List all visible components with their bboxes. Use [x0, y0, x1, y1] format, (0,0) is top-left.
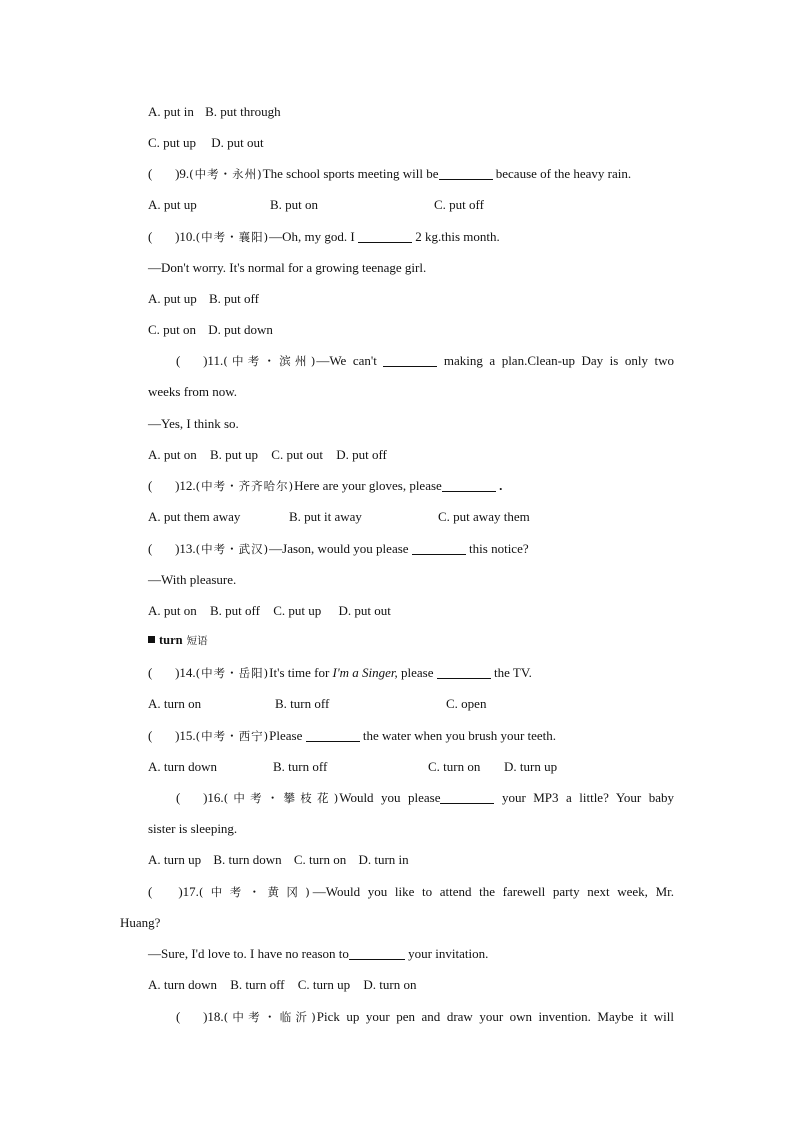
option: A. put on — [148, 447, 197, 462]
question-number: 13. — [179, 541, 196, 556]
option: B. put it away — [289, 509, 362, 524]
option: B. put off — [209, 291, 259, 306]
answer-bracket: ( ) — [148, 728, 180, 743]
option: C. put on — [148, 322, 197, 337]
question-text: Please — [269, 728, 306, 743]
question-number: 17. — [182, 884, 199, 899]
question-text: The school sports meeting will be — [262, 166, 439, 181]
option: B. put on — [270, 197, 319, 212]
answer-blank — [306, 728, 360, 742]
question-18: ( )18.(中考・临沂)Pick up your pen and draw your own invention. Maybe it will — [176, 1009, 675, 1024]
question-number: 15. — [179, 728, 196, 743]
option: C. put off — [434, 197, 484, 212]
show-title: I'm a Singer, — [332, 665, 398, 680]
section-header — [148, 631, 674, 650]
question-text: —Sure, I'd love to. I have no reason to — [148, 946, 349, 961]
answer-blank — [383, 353, 437, 367]
question-number: 9. — [179, 166, 190, 181]
option: B. turn down — [213, 852, 282, 867]
question-source: 中考・滨州 — [228, 354, 311, 368]
answer-bracket: ( ) — [148, 541, 180, 556]
option: D. turn up — [504, 759, 558, 774]
question-16: ( )16.(中考・攀枝花)Would you please your MP3 a little? Your baby — [176, 790, 674, 805]
option: D. put out — [338, 603, 391, 618]
question-text-continued: sister is sleeping. — [148, 821, 238, 836]
option: C. turn on — [428, 759, 481, 774]
options-line — [148, 758, 674, 776]
answer-blank — [349, 946, 405, 960]
question-9: ( )9.(中考・永州)The school sports meeting will be because of the heavy rain. — [148, 166, 632, 181]
question-text: your MP3 a little? Your baby — [494, 790, 674, 805]
answer-blank — [442, 478, 496, 492]
question-text: —Oh, my god. I — [269, 229, 359, 244]
option: C. put up — [273, 603, 322, 618]
question-text-continued: weeks from now. — [148, 384, 238, 399]
question-text: because of the heavy rain. — [492, 166, 632, 181]
options-line — [148, 851, 674, 869]
question-10: ( )10.(中考・襄阳)—Oh, my god. I 2 kg.this month. — [148, 229, 500, 244]
question-text: 2 kg.this month. — [412, 229, 500, 244]
option: C. turn up — [297, 977, 351, 992]
dialogue-line: —Don't worry. It's normal for a growing teenage girl. — [148, 260, 427, 275]
option: B. turn off — [275, 696, 330, 711]
section-word: turn — [159, 633, 183, 647]
option: D. put down — [208, 322, 273, 337]
option: A. turn down — [148, 977, 217, 992]
option: C. turn on — [293, 852, 347, 867]
option: D. turn in — [358, 852, 409, 867]
question-text: your invitation. — [404, 946, 489, 961]
options-line — [148, 290, 674, 308]
options-line — [148, 508, 674, 526]
answer-bracket: ( ) — [148, 478, 180, 493]
option: D. put off — [336, 447, 387, 462]
option: D. turn on — [363, 977, 417, 992]
question-number: 12. — [179, 478, 196, 493]
question-source: 中考・武汉 — [201, 542, 264, 556]
question-text: making a plan.Clean-up Day is only two — [437, 353, 675, 368]
option: D. put out — [211, 135, 264, 150]
option: B. put up — [210, 447, 259, 462]
option: A. put on — [148, 603, 197, 618]
question-text: . — [495, 478, 503, 493]
question-source: 中考・临沂 — [229, 1010, 312, 1024]
answer-blank — [437, 665, 491, 679]
section-label: 短语 — [186, 635, 208, 647]
option: B. turn off — [230, 977, 285, 992]
question-number: 14. — [179, 665, 196, 680]
question-source: 中考・齐齐哈尔 — [201, 479, 289, 493]
option: B. put through — [205, 104, 281, 119]
question-text: the TV. — [490, 665, 532, 680]
options-line — [148, 134, 674, 152]
option: A. put them away — [148, 509, 241, 524]
options-line — [148, 103, 674, 121]
answer-bracket: ( ) — [148, 229, 180, 244]
question-text: —We can't — [316, 353, 384, 368]
question-number: 16. — [207, 790, 224, 805]
answer-bracket: ( ) — [148, 166, 180, 181]
option: A. put up — [148, 197, 197, 212]
answer-bracket: ( ) — [176, 353, 208, 368]
question-source: 中考・黄冈 — [206, 885, 306, 899]
answer-blank — [358, 229, 412, 243]
question-17: ( )17.(中考・黄冈)—Would you like to attend the farewell party next week, Mr. — [148, 884, 674, 899]
question-source: 中考・西宁 — [201, 729, 264, 743]
question-text-continued: Huang? — [120, 915, 161, 930]
option: A. turn down — [148, 759, 217, 774]
question-text: —Would you like to attend the farewell party next week, Mr. — [312, 884, 674, 899]
option: B. turn off — [273, 759, 328, 774]
options-line — [148, 196, 674, 214]
dialogue-line: —With pleasure. — [148, 572, 237, 587]
question-text: It's time for — [269, 665, 333, 680]
answer-blank — [440, 790, 494, 804]
dialogue-line — [148, 945, 674, 963]
question-text: Pick up your pen and draw your own invention. Maybe it will — [316, 1009, 675, 1024]
options-line — [148, 976, 674, 994]
question-13: ( )13.(中考・武汉)—Jason, would you please this notice? — [148, 541, 529, 556]
question-number: 18. — [207, 1009, 224, 1024]
answer-blank — [412, 541, 466, 555]
question-source: 中考・永州 — [194, 167, 258, 181]
answer-blank — [439, 166, 493, 180]
question-number: 10. — [179, 229, 196, 244]
option: C. put out — [271, 447, 323, 462]
option: A. turn up — [148, 852, 202, 867]
question-text: Here are your gloves, please — [294, 478, 442, 493]
question-text: please — [397, 665, 437, 680]
question-source: 中考・岳阳 — [201, 666, 264, 680]
question-text: —Jason, would you please — [269, 541, 412, 556]
question-number: 11. — [207, 353, 224, 368]
question-15: ( )15.(中考・西宁)Please the water when you brush your teeth. — [148, 728, 557, 743]
option: A. turn on — [148, 696, 202, 711]
question-text: this notice? — [465, 541, 529, 556]
options-line — [148, 321, 674, 339]
option: B. put off — [210, 603, 260, 618]
options-line — [148, 695, 674, 713]
question-12: ( )12.(中考・齐齐哈尔)Here are your gloves, please . — [148, 478, 503, 493]
question-text: Would you please — [339, 790, 441, 805]
answer-bracket: ( ) — [148, 884, 183, 899]
answer-bracket: ( ) — [176, 1009, 208, 1024]
question-source: 中考・襄阳 — [201, 230, 264, 244]
option: A. put in — [148, 104, 194, 119]
question-11: ( )11.(中考・滨州)—We can't making a plan.Clean-up Day is only two — [176, 353, 675, 368]
option: C. put up — [148, 135, 197, 150]
option: A. put up — [148, 291, 197, 306]
square-bullet-icon — [148, 636, 155, 643]
dialogue-line: —Yes, I think so. — [148, 416, 239, 431]
question-source: 中考・攀枝花 — [229, 791, 334, 805]
answer-bracket: ( ) — [148, 665, 180, 680]
option: C. open — [446, 696, 487, 711]
options-line — [148, 602, 674, 620]
option: C. put away them — [438, 509, 530, 524]
question-text: the water when you brush your teeth. — [359, 728, 557, 743]
question-14: ( )14.(中考・岳阳)It's time for I'm a Singer, please the TV. — [148, 665, 532, 680]
options-line — [148, 446, 674, 464]
answer-bracket: ( ) — [176, 790, 208, 805]
